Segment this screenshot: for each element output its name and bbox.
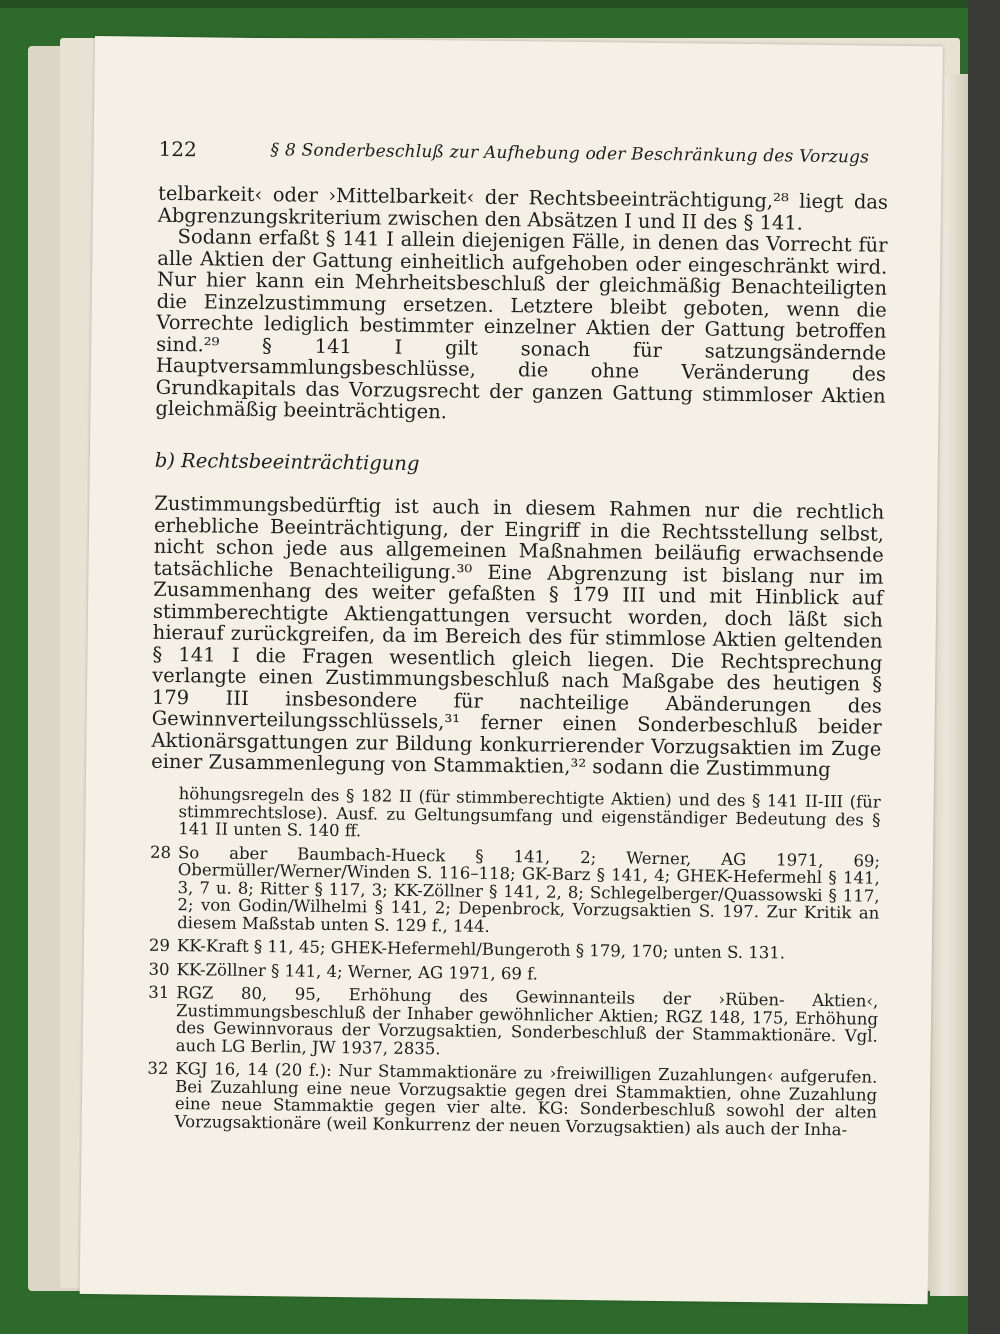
footnote-30	[148, 960, 878, 986]
footnote-number: 31	[148, 982, 170, 1002]
page-text-block	[147, 109, 889, 1139]
footnote-28	[149, 843, 880, 939]
paragraph-1: telbarkeit‹ oder ›Mittelbarkeit‹ der Rechtsbeeinträchtigung,²⁸ liegt das Abgrenzungskriterium zwischen den Absätzen I und II des § 141.	[157, 181, 889, 235]
footnote-text: RGZ 80, 95, Erhöhung des Gewinnanteils der ›Rüben- Aktien‹, Zustimmungsbeschluß der Inhaber gewöhnlicher Aktien; RGZ 148, 175, Erhöhung des Gewinnvoraus der Vorzugsaktien, Sonderbeschluß der Stammaktionäre. Vgl. auch LG Berlin, JW 1937, 2835.	[175, 983, 879, 1058]
footnote-number: 30	[148, 959, 170, 979]
footnote-text: So aber Baumbach-Hueck § 141, 2; Werner, AG 1971, 69; Obermüller/Werner/Winden S. 116–118; GK-Barz § 141, 4; GHEK-Hefermehl § 141, 3, 7 u. 8; Ritter § 117, 3; KK-Zöllner § 141, 2, 8; Schlegelberger/Quassowski § 117, 2; von Godin/Wilhelmi § 141, 2; Depenbrock, Vorzugsaktien S. 197. Zur Kritik an diesem Maßstab unten S. 129 f., 144.	[177, 842, 881, 936]
footnote-number: 32	[147, 1058, 169, 1078]
background-edge-right	[968, 0, 1000, 1334]
subheading: b) Rechtsbeeinträchtigung	[154, 448, 420, 475]
footnote-32	[147, 1060, 878, 1139]
paragraph-3: Zustimmungsbedürftig ist auch in diesem Rahmen nur die rechtlich erhebliche Beeinträchtigung, der Eingriff in die Rechtsstellung selbst, nicht schon jede aus allgemeinen Maßnahmen beiläufig erwachsende tatsächliche Benachteiligung.³⁰ Eine Abgrenzung ist bislang nur im Zusammenhang des weiter gefaßten § 179 III und mit Hinblick auf stimmberechtigte Aktiengattungen versucht worden, doch läßt sich hierauf zurückgreifen, da im Bereich des für stimmlose Aktien geltenden § 141 I die Fragen wesentlich gleich liegen. Die Rechtsprechung verlangte einen Zustimmungsbeschluß nach Maßgabe des heutigen § 179 III insbesondere für nachteilige Abänderungen des Gewinnverteilungsschlüssels,³¹ ferner einen Sonderbeschluß beider Aktionärsgattungen zur Bildung konkurrierender Vorzugsaktien im Zuge einer Zusammenlegung von Stammaktien,³² sodann die Zustimmung	[151, 491, 885, 782]
footnote-29	[149, 937, 879, 963]
page-header	[158, 109, 889, 168]
footnote-number: 29	[148, 935, 171, 955]
book-page	[80, 36, 943, 1304]
footnote-text: KGJ 16, 14 (20 f.): Nur Stammaktionäre zu ›freiwilligen Zuzahlungen‹ aufgerufen. Bei Zuzahlung eine neue Vorzugsaktie gegen drei Stammaktien, ohne Zuzahlung eine neue Stammaktie gegen vier alte. KG: Sonderbeschluß sowohl der alten Vorzugsaktionäre (weil Konkurrenz der neuen Vorzugsaktien) als auch der Inha-	[174, 1059, 878, 1139]
footnotes	[147, 785, 881, 1145]
footnote-continuation: höhungsregeln des § 182 II (für stimmberechtigte Aktien) und des § 141 II-III (für stimmrechtslose). Ausf. zu Geltungsumfang und eigenständiger Bedeutung des § 141 II unten S. 140 ff.	[178, 784, 881, 841]
page-number: 122	[158, 136, 197, 162]
footnote-text: KK-Kraft § 11, 45; GHEK-Hefermehl/Bungeroth § 179, 170; unten S. 131.	[176, 936, 786, 963]
paragraph-2: Sodann erfaßt § 141 I allein diejenigen Fälle, in denen das Vorrecht für alle Aktien der Gattung einheitlich aufgehoben oder eingeschränkt wird. Nur hier kann ein Mehrheitsbeschluß der gleichmäßig Benachteiligten die Einzelzustimmung ersetzen. Letztere bleibt geboten, wenn die Vorrechte lediglich bestimmter einzelner Aktien der Gattung betroffen sind.²⁹ § 141 I gilt sonach für satzungsändernde Hauptversammlungsbeschlüsse, die ohne Veränderung des Grundkapitals das Vorzugsrecht der ganzen Gattung stimmloser Aktien gleichmäßig beeinträchtigen.	[155, 225, 888, 424]
main-text	[151, 183, 888, 781]
footnote-number: 28	[149, 842, 172, 862]
footnote-31	[148, 984, 879, 1063]
footnote-text: KK-Zöllner § 141, 4; Werner, AG 1971, 69 f.	[176, 959, 539, 983]
running-title: § 8 Sonderbeschluß zur Aufhebung oder Beschränkung des Vorzugs	[270, 140, 870, 168]
background-edge	[0, 0, 1000, 8]
